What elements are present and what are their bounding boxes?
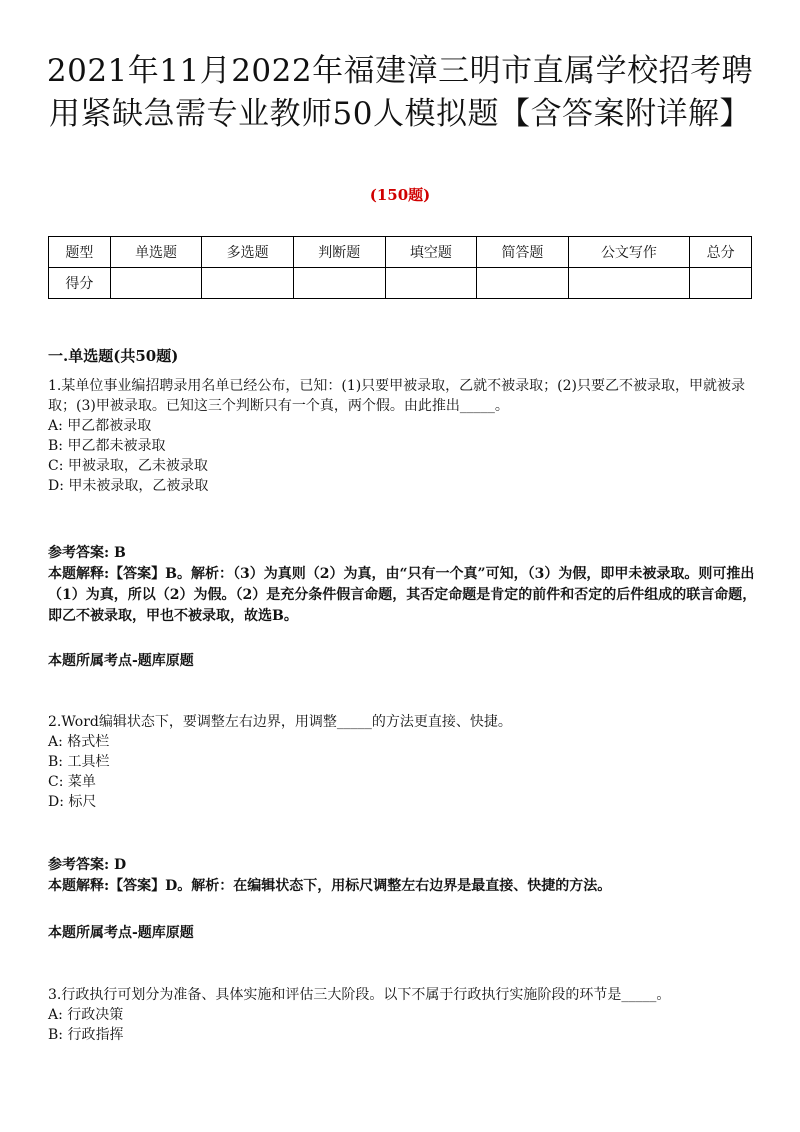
answer-explanation: 本题解释:【答案】B。解析：（3）为真则（2）为真，由“只有一个真”可知，（3）为假，即甲未被录取。则可推出（1）为真，所以（2）为假。（2）是充分条件假言命题，其否定命题是肯定的前件和否定的后件组成的联言命题，即乙不被录取，甲也不被录取，故选B。 <box>48 566 757 624</box>
header-cell-single: 单选题 <box>110 237 202 268</box>
score-cell <box>690 268 752 299</box>
option-c: C: 甲被录取，乙未被录取 <box>48 458 208 474</box>
question-3 <box>48 985 758 1045</box>
option-d: D: 标尺 <box>48 794 97 810</box>
header-cell-writing: 公文写作 <box>568 237 689 268</box>
score-table <box>48 236 752 299</box>
question-stem: 1.某单位事业编招聘录用名单已经公布，已知：(1)只要甲被录取，乙就不被录取；(2)只要乙不被录取，甲就被录取；(3)甲被录取。已知这三个判断只有一个真，两个假。由此推出_____。 <box>48 378 746 414</box>
question-1 <box>48 376 758 496</box>
header-cell-type: 题型 <box>49 237 111 268</box>
option-b: B: 甲乙都未被录取 <box>48 438 166 454</box>
question-stem: 2.Word编辑状态下，要调整左右边界，用调整_____的方法更直接、快捷。 <box>48 714 512 730</box>
answer-explanation: 本题解释:【答案】D。解析：在编辑状态下，用标尺调整左右边界是最直接、快捷的方法。 <box>48 878 612 894</box>
question-point: 本题所属考点-题库原题 <box>48 653 194 669</box>
question-count: (150题) <box>369 186 431 204</box>
header-cell-total: 总分 <box>690 237 752 268</box>
option-a: A: 格式栏 <box>48 734 110 750</box>
reference-answer: 参考答案: B <box>48 545 126 561</box>
score-table-score-row <box>49 268 752 299</box>
option-a: A: 行政决策 <box>48 1007 124 1023</box>
question-point: 本题所属考点-题库原题 <box>48 925 194 941</box>
reference-answer: 参考答案: D <box>48 857 127 873</box>
section-title: 一.单选题(共50题) <box>48 347 179 365</box>
option-b: B: 工具栏 <box>48 754 110 770</box>
header-cell-fill: 填空题 <box>385 237 477 268</box>
answer-block-1 <box>48 543 768 627</box>
option-c: C: 菜单 <box>48 774 96 790</box>
score-table-header-row <box>49 237 752 268</box>
header-cell-short: 简答题 <box>477 237 569 268</box>
score-cell <box>293 268 385 299</box>
option-a: A: 甲乙都被录取 <box>48 418 152 434</box>
score-cell <box>110 268 202 299</box>
header-cell-judge: 判断题 <box>293 237 385 268</box>
score-cell <box>202 268 294 299</box>
score-cell <box>385 268 477 299</box>
question-2 <box>48 712 758 812</box>
option-b: B: 行政指挥 <box>48 1027 124 1043</box>
header-cell-multi: 多选题 <box>202 237 294 268</box>
option-d: D: 甲未被录取，乙被录取 <box>48 478 209 494</box>
answer-block-2 <box>48 855 768 897</box>
document-title: 2021年11月2022年福建漳三明市直属学校招考聘用紧缺急需专业教师50人模拟题【含答案附详解】 <box>46 53 754 132</box>
score-row-label: 得分 <box>49 268 111 299</box>
question-stem: 3.行政执行可划分为准备、具体实施和评估三大阶段。以下不属于行政执行实施阶段的环节是_____。 <box>48 987 671 1003</box>
score-cell <box>477 268 569 299</box>
score-cell <box>568 268 689 299</box>
